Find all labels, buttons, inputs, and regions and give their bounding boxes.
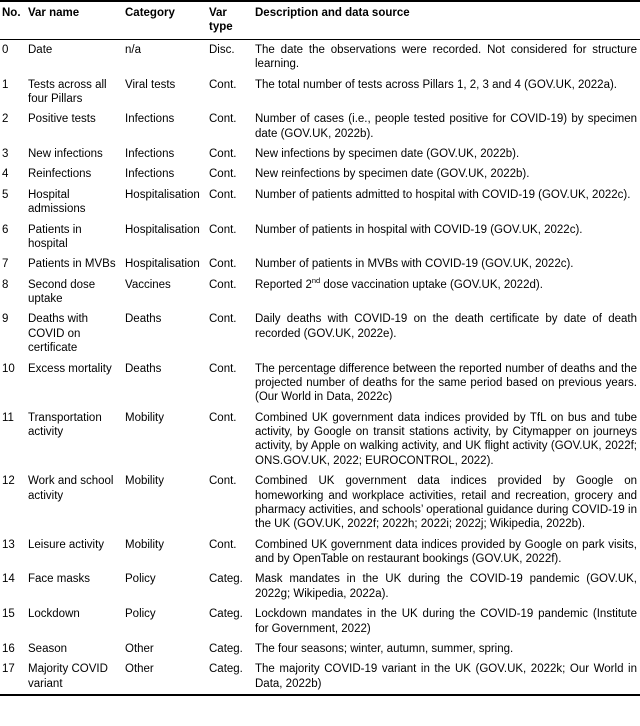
header-no: No.: [0, 1, 26, 39]
cell-var-type: Cont.: [209, 313, 237, 326]
cell-description: Combined UK government data indices provided by Google on park visits, and by OpenTable on restaurant bookings (GOV.UK, 2022f).: [255, 538, 637, 565]
cell-description: New reinfections by specimen date (GOV.UK, 2022b).: [255, 168, 530, 181]
table-row: [0, 220, 640, 255]
cell-var-type: Cont.: [209, 362, 237, 375]
header-var-type: Var type: [207, 1, 253, 39]
cell-category: Other: [125, 642, 154, 655]
table-row: [0, 254, 640, 274]
cell-description: The percentage difference between the reported number of deaths and the projected number of deaths for the same period based on previous years. (Our World in Data, 2022c): [255, 362, 637, 404]
cell-var-type: Cont.: [209, 411, 237, 424]
cell-no: 15: [2, 608, 15, 621]
header-category: Category: [123, 1, 207, 39]
cell-no: 4: [2, 168, 9, 181]
cell-description: The majority COVID-19 variant in the UK (GOV.UK, 2022k; Our World in Data, 2022b): [255, 663, 637, 690]
cell-category: Infections: [125, 148, 175, 160]
cell-no: 3: [2, 148, 9, 160]
cell-var-type: Cont.: [209, 148, 237, 160]
cell-category: Deaths: [125, 313, 162, 326]
cell-var-name: New infections: [28, 148, 103, 160]
table-row: [0, 185, 640, 220]
cell-description: New infections by specimen date (GOV.UK, 2022b).: [255, 148, 520, 160]
cell-description: The total number of tests across Pillars 1, 2, 3 and 4 (GOV.UK, 2022a).: [255, 78, 618, 91]
cell-no: 17: [2, 663, 15, 676]
cell-no: 12: [2, 475, 15, 488]
cell-var-type: Cont.: [209, 258, 237, 271]
header-description: Description and data source: [253, 1, 640, 39]
table-row: [0, 309, 640, 358]
cell-var-type: Cont.: [209, 168, 237, 181]
cell-description: The four seasons; winter, autumn, summer, spring.: [255, 642, 514, 655]
cell-no: 14: [2, 573, 15, 586]
cell-category: Deaths: [125, 362, 162, 375]
cell-description: Combined UK government data indices provided by Google on homeworking and workplace activities, retail and recreation, grocery and pharmacy activities, and schools’ operational guidance during COVID-19 in the UK (GOV.UK, 2022f; 2022h; 2022i; 2022j; Wikipedia, 2022b).: [255, 475, 637, 531]
cell-var-type: Cont.: [209, 475, 237, 488]
cell-no: 11: [2, 411, 14, 424]
cell-var-name: Majority COVID variant: [28, 663, 108, 690]
cell-var-type: Disc.: [209, 43, 235, 56]
cell-description: Number of patients in MVBs with COVID-19 (GOV.UK, 2022c).: [255, 258, 574, 271]
table-row: [0, 359, 640, 408]
cell-var-name: Tests across all four Pillars: [28, 78, 107, 105]
cell-category: Hospitalisation: [125, 223, 200, 236]
table-row: [0, 75, 640, 110]
cell-category: Viral tests: [125, 78, 176, 91]
table-row: [0, 144, 640, 164]
table-row: [0, 471, 640, 535]
cell-no: 8: [2, 278, 9, 291]
cell-var-name: Patients in hospital: [28, 223, 82, 250]
cell-description: Mask mandates in the UK during the COVID-19 pandemic (GOV.UK, 2022g; Wikipedia, 2022a).: [255, 573, 637, 600]
cell-var-name: Transportation activity: [28, 411, 102, 438]
cell-var-name: Leisure activity: [28, 538, 105, 551]
cell-var-type: Cont.: [209, 223, 237, 236]
cell-description: Number of patients in hospital with COVID-19 (GOV.UK, 2022c).: [255, 223, 583, 236]
cell-description: Number of patients admitted to hospital with COVID-19 (GOV.UK, 2022c).: [255, 188, 631, 201]
cell-category: Mobility: [125, 538, 164, 551]
cell-category: n/a: [125, 43, 141, 56]
cell-var-name: Hospital admissions: [28, 188, 86, 216]
cell-description: Combined UK government data indices provided by TfL on bus and tube activity, by Google on transit stations activity, by Citymapper on journeys activity, by Apple on walking activity, and UK flight activity (GOV.UK, 2022f; ONS.GOV.UK, 2022; EUROCONTROL, 2022).: [255, 411, 637, 467]
cell-var-name: Reinfections: [28, 168, 92, 181]
cell-no: 13: [2, 538, 15, 551]
cell-no: 6: [2, 223, 9, 236]
cell-var-name: Second dose uptake: [28, 278, 96, 305]
table-row: [0, 639, 640, 659]
cell-description: The date the observations were recorded. Not considered for structure learning.: [255, 43, 637, 71]
cell-var-type: Categ.: [209, 663, 243, 676]
cell-category: Infections: [125, 113, 175, 126]
cell-category: Hospitalisation: [125, 258, 200, 271]
cell-description: Lockdown mandates in the UK during the COVID-19 pandemic (Institute for Government, 2022): [255, 608, 637, 635]
header-var-name: Var name: [26, 1, 123, 39]
cell-var-type: Cont.: [209, 113, 237, 126]
cell-no: 16: [2, 642, 15, 655]
cell-description: Number of cases (i.e., people tested positive for COVID-19) by specimen date (GOV.UK, 2022b).: [255, 113, 637, 140]
cell-category: Vaccines: [125, 278, 171, 291]
cell-var-name: Patients in MVBs: [28, 258, 116, 271]
cell-var-type: Cont.: [209, 78, 237, 91]
cell-description: Daily deaths with COVID-19 on the death certificate by date of death recorded (GOV.UK, 2022e).: [255, 313, 637, 340]
cell-no: 5: [2, 188, 9, 201]
cell-var-type: Cont.: [209, 538, 237, 551]
table-header-row: [0, 1, 640, 39]
table-row: [0, 659, 640, 695]
cell-no: 1: [2, 78, 9, 91]
cell-var-name: Season: [28, 642, 68, 655]
table-row: [0, 569, 640, 604]
table-row: [0, 275, 640, 310]
table-row: [0, 109, 640, 144]
table-body: [0, 39, 640, 695]
cell-var-type: Cont.: [209, 188, 237, 201]
cell-var-type: Categ.: [209, 608, 243, 621]
cell-category: Policy: [125, 608, 156, 621]
table-row: [0, 604, 640, 639]
cell-var-name: Lockdown: [28, 608, 80, 621]
cell-category: Mobility: [125, 475, 164, 488]
cell-var-name: Positive tests: [28, 113, 96, 126]
cell-no: 0: [2, 43, 9, 56]
cell-no: 7: [2, 258, 9, 271]
cell-category: Hospitalisation: [125, 188, 200, 201]
cell-description: Reported 2nd dose vaccination uptake (GOV.UK, 2022d).: [255, 275, 543, 291]
table-row: [0, 535, 640, 570]
table-row: [0, 408, 640, 472]
cell-no: 10: [2, 362, 15, 375]
table-row: [0, 164, 640, 184]
cell-var-type: Categ.: [209, 573, 243, 586]
cell-var-name: Date: [28, 43, 53, 56]
cell-no: 2: [2, 113, 9, 126]
cell-no: 9: [2, 313, 9, 326]
table-row: [0, 39, 640, 74]
cell-var-name: Excess mortality: [28, 362, 112, 375]
cell-var-type: Categ.: [209, 642, 243, 655]
cell-category: Policy: [125, 573, 156, 586]
cell-category: Mobility: [125, 411, 164, 424]
cell-var-type: Cont.: [209, 278, 237, 291]
cell-var-name: Deaths with COVID on certificate: [28, 313, 89, 355]
cell-var-name: Face masks: [28, 573, 90, 586]
cell-var-name: Work and school activity: [28, 475, 114, 502]
cell-category: Other: [125, 663, 154, 676]
cell-category: Infections: [125, 168, 175, 181]
